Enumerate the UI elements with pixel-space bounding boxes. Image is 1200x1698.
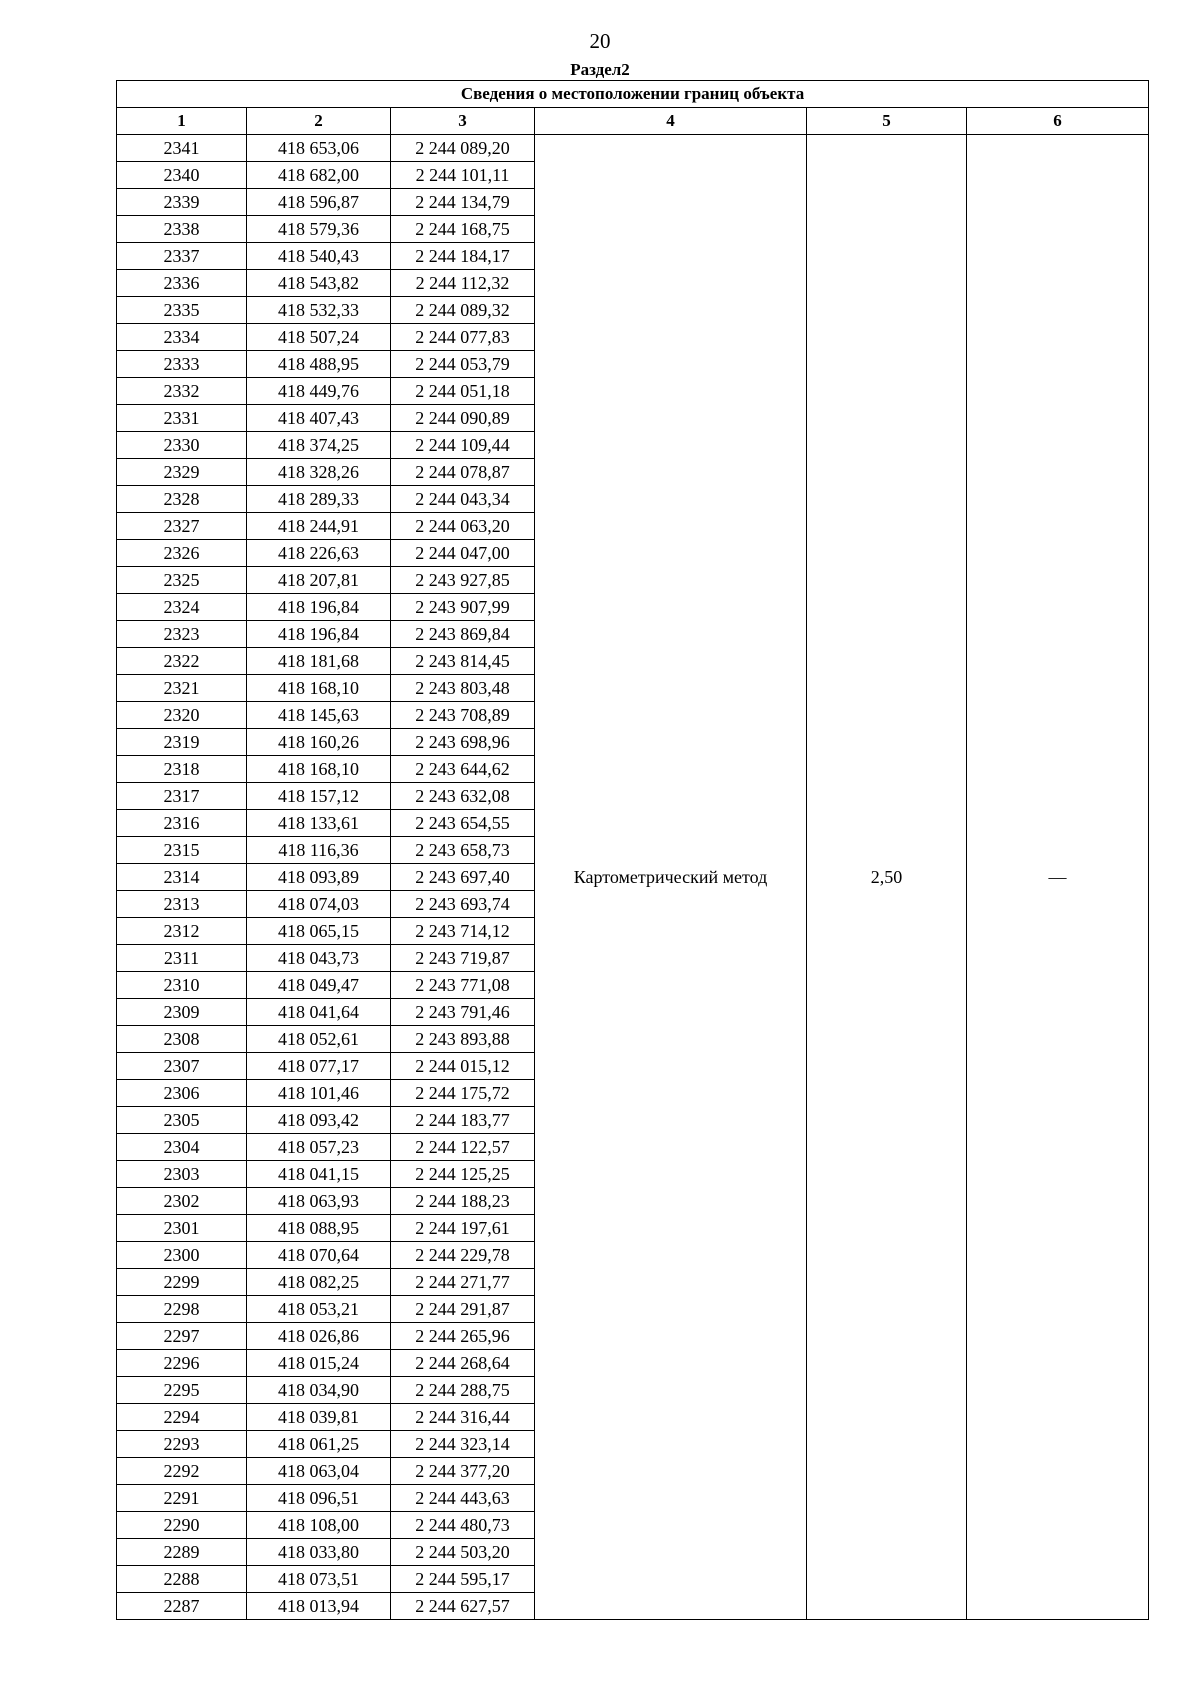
y-coordinate-cell: 2 244 268,64: [391, 1350, 535, 1377]
x-coordinate-cell: 418 196,84: [247, 594, 391, 621]
x-coordinate-cell: 418 532,33: [247, 297, 391, 324]
point-number-cell: 2318: [117, 756, 247, 783]
y-coordinate-cell: 2 244 053,79: [391, 351, 535, 378]
y-coordinate-cell: 2 243 771,08: [391, 972, 535, 999]
point-number-cell: 2327: [117, 513, 247, 540]
table-caption-row: [117, 81, 1149, 108]
point-number-cell: 2322: [117, 648, 247, 675]
y-coordinate-cell: 2 244 480,73: [391, 1512, 535, 1539]
point-number-cell: 2337: [117, 243, 247, 270]
point-number-cell: 2328: [117, 486, 247, 513]
point-number-cell: 2325: [117, 567, 247, 594]
y-coordinate-cell: 2 244 122,57: [391, 1134, 535, 1161]
point-number-cell: 2316: [117, 810, 247, 837]
point-number-cell: 2287: [117, 1593, 247, 1620]
point-number-cell: 2303: [117, 1161, 247, 1188]
x-coordinate-cell: 418 077,17: [247, 1053, 391, 1080]
point-number-cell: 2295: [117, 1377, 247, 1404]
x-coordinate-cell: 418 074,03: [247, 891, 391, 918]
y-coordinate-cell: 2 244 078,87: [391, 459, 535, 486]
x-coordinate-cell: 418 653,06: [247, 135, 391, 162]
x-coordinate-cell: 418 207,81: [247, 567, 391, 594]
x-coordinate-cell: 418 407,43: [247, 405, 391, 432]
point-number-cell: 2336: [117, 270, 247, 297]
x-coordinate-cell: 418 034,90: [247, 1377, 391, 1404]
x-coordinate-cell: 418 039,81: [247, 1404, 391, 1431]
column-header-1: 1: [117, 108, 247, 135]
point-number-cell: 2335: [117, 297, 247, 324]
description-cell: —: [967, 135, 1149, 1620]
y-coordinate-cell: 2 244 051,18: [391, 378, 535, 405]
boundary-coordinates-table: [116, 80, 1149, 1620]
x-coordinate-cell: 418 096,51: [247, 1485, 391, 1512]
y-coordinate-cell: 2 244 134,79: [391, 189, 535, 216]
point-number-cell: 2340: [117, 162, 247, 189]
point-number-cell: 2333: [117, 351, 247, 378]
x-coordinate-cell: 418 063,04: [247, 1458, 391, 1485]
x-coordinate-cell: 418 065,15: [247, 918, 391, 945]
x-coordinate-cell: 418 488,95: [247, 351, 391, 378]
y-coordinate-cell: 2 244 090,89: [391, 405, 535, 432]
point-number-cell: 2290: [117, 1512, 247, 1539]
x-coordinate-cell: 418 013,94: [247, 1593, 391, 1620]
x-coordinate-cell: 418 133,61: [247, 810, 391, 837]
x-coordinate-cell: 418 181,68: [247, 648, 391, 675]
y-coordinate-cell: 2 244 265,96: [391, 1323, 535, 1350]
precision-cell: 2,50: [807, 135, 967, 1620]
method-cell: Картометрический метод: [535, 135, 807, 1620]
y-coordinate-cell: 2 243 927,85: [391, 567, 535, 594]
y-coordinate-cell: 2 244 183,77: [391, 1107, 535, 1134]
page-number: 20: [589, 29, 611, 53]
point-number-cell: 2338: [117, 216, 247, 243]
x-coordinate-cell: 418 682,00: [247, 162, 391, 189]
x-coordinate-cell: 418 507,24: [247, 324, 391, 351]
x-coordinate-cell: 418 328,26: [247, 459, 391, 486]
y-coordinate-cell: 2 244 316,44: [391, 1404, 535, 1431]
point-number-cell: 2315: [117, 837, 247, 864]
point-number-cell: 2321: [117, 675, 247, 702]
point-number-cell: 2311: [117, 945, 247, 972]
x-coordinate-cell: 418 061,25: [247, 1431, 391, 1458]
x-coordinate-cell: 418 053,21: [247, 1296, 391, 1323]
point-number-cell: 2288: [117, 1566, 247, 1593]
x-coordinate-cell: 418 160,26: [247, 729, 391, 756]
point-number-cell: 2332: [117, 378, 247, 405]
x-coordinate-cell: 418 108,00: [247, 1512, 391, 1539]
point-number-cell: 2289: [117, 1539, 247, 1566]
point-number-cell: 2301: [117, 1215, 247, 1242]
y-coordinate-cell: 2 243 803,48: [391, 675, 535, 702]
x-coordinate-cell: 418 244,91: [247, 513, 391, 540]
point-number-cell: 2306: [117, 1080, 247, 1107]
x-coordinate-cell: 418 088,95: [247, 1215, 391, 1242]
x-coordinate-cell: 418 052,61: [247, 1026, 391, 1053]
y-coordinate-cell: 2 244 323,14: [391, 1431, 535, 1458]
x-coordinate-cell: 418 168,10: [247, 756, 391, 783]
y-coordinate-cell: 2 243 814,45: [391, 648, 535, 675]
point-number-cell: 2323: [117, 621, 247, 648]
y-coordinate-cell: 2 244 271,77: [391, 1269, 535, 1296]
point-number-cell: 2298: [117, 1296, 247, 1323]
y-coordinate-cell: 2 243 791,46: [391, 999, 535, 1026]
y-coordinate-cell: 2 244 503,20: [391, 1539, 535, 1566]
x-coordinate-cell: 418 116,36: [247, 837, 391, 864]
column-header-4: 4: [535, 108, 807, 135]
y-coordinate-cell: 2 243 698,96: [391, 729, 535, 756]
point-number-cell: 2310: [117, 972, 247, 999]
y-coordinate-cell: 2 243 869,84: [391, 621, 535, 648]
point-number-cell: 2302: [117, 1188, 247, 1215]
point-number-cell: 2293: [117, 1431, 247, 1458]
column-header-3: 3: [391, 108, 535, 135]
x-coordinate-cell: 418 093,42: [247, 1107, 391, 1134]
point-number-cell: 2331: [117, 405, 247, 432]
point-number-cell: 2296: [117, 1350, 247, 1377]
point-number-cell: 2294: [117, 1404, 247, 1431]
table-row: [117, 135, 1149, 162]
point-number-cell: 2329: [117, 459, 247, 486]
x-coordinate-cell: 418 026,86: [247, 1323, 391, 1350]
y-coordinate-cell: 2 243 697,40: [391, 864, 535, 891]
x-coordinate-cell: 418 043,73: [247, 945, 391, 972]
y-coordinate-cell: 2 244 627,57: [391, 1593, 535, 1620]
x-coordinate-cell: 418 015,24: [247, 1350, 391, 1377]
y-coordinate-cell: 2 244 443,63: [391, 1485, 535, 1512]
y-coordinate-cell: 2 243 893,88: [391, 1026, 535, 1053]
point-number-cell: 2304: [117, 1134, 247, 1161]
x-coordinate-cell: 418 057,23: [247, 1134, 391, 1161]
y-coordinate-cell: 2 244 197,61: [391, 1215, 535, 1242]
y-coordinate-cell: 2 244 109,44: [391, 432, 535, 459]
y-coordinate-cell: 2 244 043,34: [391, 486, 535, 513]
x-coordinate-cell: 418 157,12: [247, 783, 391, 810]
y-coordinate-cell: 2 243 644,62: [391, 756, 535, 783]
y-coordinate-cell: 2 243 708,89: [391, 702, 535, 729]
y-coordinate-cell: 2 244 112,32: [391, 270, 535, 297]
y-coordinate-cell: 2 244 291,87: [391, 1296, 535, 1323]
y-coordinate-cell: 2 244 184,17: [391, 243, 535, 270]
x-coordinate-cell: 418 196,84: [247, 621, 391, 648]
point-number-cell: 2300: [117, 1242, 247, 1269]
column-header-2: 2: [247, 108, 391, 135]
x-coordinate-cell: 418 041,15: [247, 1161, 391, 1188]
point-number-cell: 2313: [117, 891, 247, 918]
x-coordinate-cell: 418 226,63: [247, 540, 391, 567]
column-header-5: 5: [807, 108, 967, 135]
y-coordinate-cell: 2 243 632,08: [391, 783, 535, 810]
x-coordinate-cell: 418 093,89: [247, 864, 391, 891]
point-number-cell: 2308: [117, 1026, 247, 1053]
point-number-cell: 2299: [117, 1269, 247, 1296]
point-number-cell: 2317: [117, 783, 247, 810]
y-coordinate-cell: 2 244 168,75: [391, 216, 535, 243]
y-coordinate-cell: 2 244 595,17: [391, 1566, 535, 1593]
x-coordinate-cell: 418 049,47: [247, 972, 391, 999]
point-number-cell: 2312: [117, 918, 247, 945]
y-coordinate-cell: 2 244 288,75: [391, 1377, 535, 1404]
y-coordinate-cell: 2 244 125,25: [391, 1161, 535, 1188]
y-coordinate-cell: 2 244 063,20: [391, 513, 535, 540]
table-caption: Сведения о местоположении границ объекта: [117, 81, 1149, 108]
x-coordinate-cell: 418 596,87: [247, 189, 391, 216]
point-number-cell: 2309: [117, 999, 247, 1026]
x-coordinate-cell: 418 579,36: [247, 216, 391, 243]
y-coordinate-cell: 2 244 229,78: [391, 1242, 535, 1269]
x-coordinate-cell: 418 041,64: [247, 999, 391, 1026]
y-coordinate-cell: 2 243 907,99: [391, 594, 535, 621]
point-number-cell: 2305: [117, 1107, 247, 1134]
point-number-cell: 2319: [117, 729, 247, 756]
x-coordinate-cell: 418 033,80: [247, 1539, 391, 1566]
y-coordinate-cell: 2 244 377,20: [391, 1458, 535, 1485]
point-number-cell: 2339: [117, 189, 247, 216]
y-coordinate-cell: 2 243 714,12: [391, 918, 535, 945]
x-coordinate-cell: 418 082,25: [247, 1269, 391, 1296]
x-coordinate-cell: 418 543,82: [247, 270, 391, 297]
point-number-cell: 2330: [117, 432, 247, 459]
point-number-cell: 2292: [117, 1458, 247, 1485]
point-number-cell: 2297: [117, 1323, 247, 1350]
point-number-cell: 2320: [117, 702, 247, 729]
y-coordinate-cell: 2 244 089,20: [391, 135, 535, 162]
x-coordinate-cell: 418 145,63: [247, 702, 391, 729]
table-header-row: [117, 108, 1149, 135]
x-coordinate-cell: 418 540,43: [247, 243, 391, 270]
y-coordinate-cell: 2 244 047,00: [391, 540, 535, 567]
point-number-cell: 2291: [117, 1485, 247, 1512]
y-coordinate-cell: 2 244 175,72: [391, 1080, 535, 1107]
x-coordinate-cell: 418 073,51: [247, 1566, 391, 1593]
y-coordinate-cell: 2 243 719,87: [391, 945, 535, 972]
point-number-cell: 2307: [117, 1053, 247, 1080]
section-title: Раздел2: [570, 60, 630, 79]
column-header-6: 6: [967, 108, 1149, 135]
y-coordinate-cell: 2 244 188,23: [391, 1188, 535, 1215]
x-coordinate-cell: 418 063,93: [247, 1188, 391, 1215]
point-number-cell: 2334: [117, 324, 247, 351]
y-coordinate-cell: 2 244 015,12: [391, 1053, 535, 1080]
x-coordinate-cell: 418 374,25: [247, 432, 391, 459]
point-number-cell: 2341: [117, 135, 247, 162]
y-coordinate-cell: 2 243 658,73: [391, 837, 535, 864]
x-coordinate-cell: 418 289,33: [247, 486, 391, 513]
y-coordinate-cell: 2 243 654,55: [391, 810, 535, 837]
point-number-cell: 2326: [117, 540, 247, 567]
table-body: [117, 135, 1149, 1620]
y-coordinate-cell: 2 244 077,83: [391, 324, 535, 351]
y-coordinate-cell: 2 244 089,32: [391, 297, 535, 324]
x-coordinate-cell: 418 168,10: [247, 675, 391, 702]
y-coordinate-cell: 2 244 101,11: [391, 162, 535, 189]
point-number-cell: 2324: [117, 594, 247, 621]
x-coordinate-cell: 418 101,46: [247, 1080, 391, 1107]
x-coordinate-cell: 418 070,64: [247, 1242, 391, 1269]
y-coordinate-cell: 2 243 693,74: [391, 891, 535, 918]
point-number-cell: 2314: [117, 864, 247, 891]
x-coordinate-cell: 418 449,76: [247, 378, 391, 405]
